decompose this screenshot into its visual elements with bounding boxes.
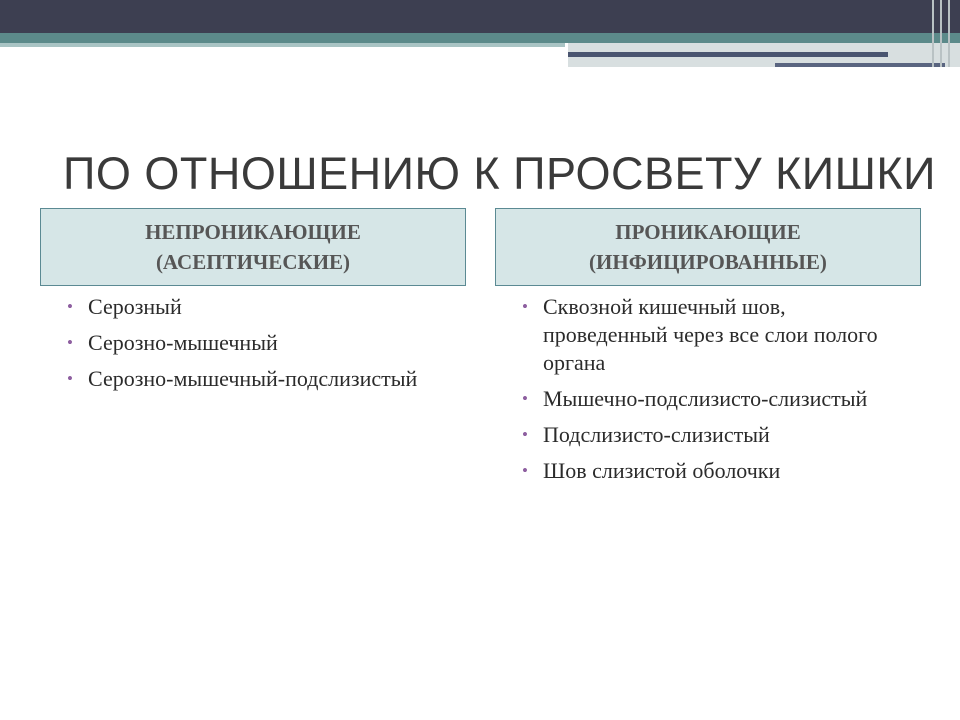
suture-list-non-penetrating — [60, 293, 460, 401]
suture-list-penetrating — [515, 293, 915, 493]
bullet-icon: • — [522, 461, 528, 480]
bullet-icon: • — [522, 425, 528, 444]
list-item-text: Подслизисто-слизистый — [543, 422, 770, 447]
column-header-line: (ИНФИЦИРОВАННЫЕ) — [589, 250, 827, 274]
column-header-line: (АСЕПТИЧЕСКИЕ) — [155, 250, 351, 274]
header-divider-line — [940, 0, 942, 67]
list-item — [60, 293, 460, 321]
bullet-icon: • — [522, 297, 528, 316]
list-item-text: Серозно-мышечный-подслизистый — [88, 366, 418, 391]
list-item — [60, 329, 460, 357]
header-light-bar — [0, 43, 565, 47]
bullet-icon: • — [67, 369, 73, 388]
column-header-line: ПРОНИКАЮЩИЕ — [615, 220, 801, 244]
header-divider-line — [932, 0, 934, 67]
header-stripe — [568, 52, 888, 57]
header-teal-bar — [0, 33, 960, 43]
list-item — [515, 293, 915, 377]
column-header-non-penetrating — [40, 208, 466, 286]
bullet-icon: • — [67, 297, 73, 316]
column-header-line: НЕПРОНИКАЮЩИЕ — [145, 220, 361, 244]
list-item-text: Шов слизистой оболочки — [543, 458, 781, 483]
list-item — [515, 457, 915, 485]
header-dark-bar — [0, 0, 960, 33]
list-item — [515, 385, 915, 413]
bullet-icon: • — [522, 389, 528, 408]
list-item-text: Сквозной кишечный шов, проведенный через все слои полого органа — [543, 294, 878, 375]
list-item-text: Серозно-мышечный — [88, 330, 278, 355]
bullet-icon: • — [67, 333, 73, 352]
list-item-text: Серозный — [88, 294, 182, 319]
header-divider-line — [948, 0, 950, 67]
slide-title: ПО ОТНОШЕНИЮ К ПРОСВЕТУ КИШКИ — [63, 148, 936, 199]
list-item — [60, 365, 460, 393]
list-item-text: Мышечно-подслизисто-слизистый — [543, 386, 868, 411]
column-header-penetrating — [495, 208, 921, 286]
list-item — [515, 421, 915, 449]
header-stripe — [775, 63, 945, 67]
